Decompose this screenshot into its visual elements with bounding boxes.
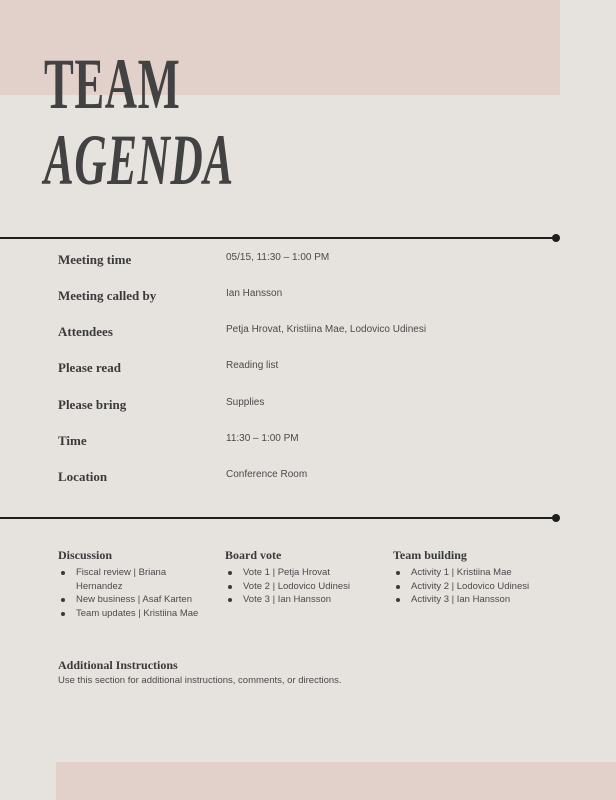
section-list [58,566,208,620]
detail-label: Meeting time [58,252,132,267]
bottom-divider-rule [0,517,556,519]
list-item: Activity 2 | Lodovico Udinesi [393,580,573,594]
section-list [225,566,395,607]
section-team-building [393,548,573,607]
section-heading: Discussion [58,548,113,562]
detail-label: Time [58,433,87,448]
detail-value: Reading list [226,360,279,371]
detail-value: Ian Hansson [226,288,283,299]
detail-row-meeting-time [58,252,578,272]
additional-text: Use this section for additional instructions, comments, or directions. [58,675,342,686]
detail-row-called-by [58,288,578,308]
detail-label: Location [58,469,108,484]
detail-value: Petja Hrovat, Kristiina Mae, Lodovico Udinesi [226,324,427,335]
detail-label: Please read [58,360,121,375]
additional-instructions [58,658,558,686]
title-team: TEAM [44,44,181,124]
section-list [393,566,573,607]
footer-accent-band [56,762,616,800]
detail-row-location [58,469,578,489]
section-board-vote [225,548,395,607]
detail-label: Attendees [58,324,113,339]
list-item: Vote 3 | Ian Hansson [225,593,395,607]
list-item: Activity 3 | Ian Hansson [393,593,573,607]
list-item: Team updates | Kristiina Mae [58,607,208,621]
detail-value: Supplies [226,397,265,408]
section-heading: Board vote [225,548,282,562]
list-item: New business | Asaf Karten [58,593,208,607]
detail-row-attendees [58,324,578,344]
list-item: Fiscal review | Briana Hernandez [58,566,208,593]
section-discussion [58,548,208,620]
detail-label: Meeting called by [58,288,157,303]
detail-row-please-bring [58,397,578,417]
title-agenda: AGENDA [44,120,234,200]
detail-label: Please bring [58,397,127,412]
list-item: Activity 1 | Kristiina Mae [393,566,573,580]
list-item: Vote 1 | Petja Hrovat [225,566,395,580]
detail-value: 11:30 – 1:00 PM [226,433,299,444]
top-divider-rule [0,237,556,239]
detail-value: 05/15, 11:30 – 1:00 PM [226,252,330,263]
section-heading: Team building [393,548,467,562]
detail-value: Conference Room [226,469,308,480]
list-item: Vote 2 | Lodovico Udinesi [225,580,395,594]
additional-heading: Additional Instructions [58,658,178,672]
detail-row-please-read [58,360,578,380]
detail-row-time [58,433,578,453]
